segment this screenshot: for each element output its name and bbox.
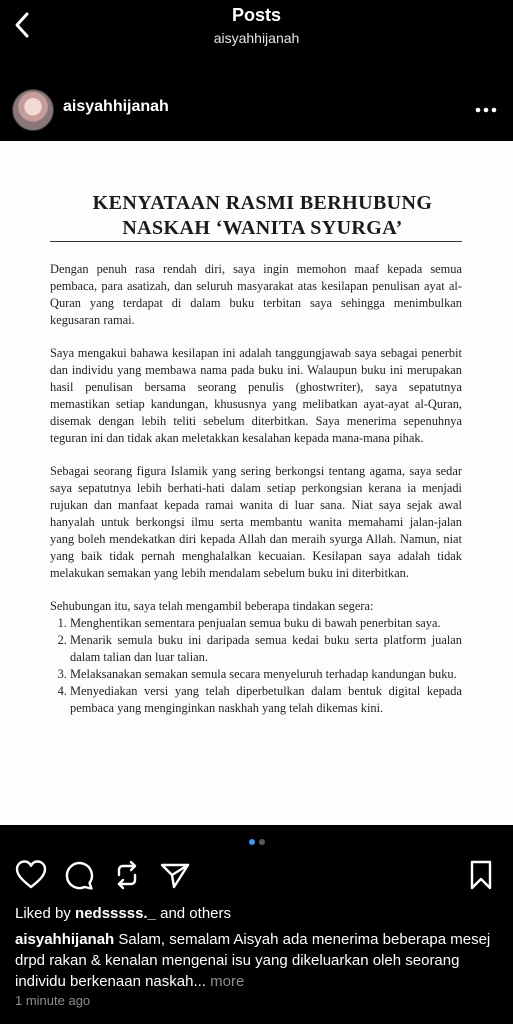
bookmark-icon	[464, 858, 498, 892]
post-image[interactable]	[0, 141, 513, 825]
document-title-line-1: KENYATAAN RASMI BERHUBUNG	[92, 192, 433, 214]
share-icon	[158, 858, 192, 892]
document-paragraph-1: Dengan penuh rasa rendah diri, saya ingin memohon maaf kepada semua pembaca, para asatizah, dan seluruh masyarakat atas kesilapan penulisan ayat al-Quran yang terdapat di dalam buku terbitan saya sehingga menimbulkan kegusaran ramai.	[50, 262, 462, 327]
repost-icon	[110, 858, 144, 892]
post-username[interactable]: aisyahhijanah	[63, 98, 169, 115]
caption-username[interactable]: aisyahhijanah	[15, 931, 115, 948]
likes-user[interactable]: nedsssss._	[75, 905, 156, 922]
carousel-dot	[259, 839, 265, 845]
carousel-dot-active	[249, 839, 255, 845]
more-options-icon	[473, 100, 499, 120]
avatar[interactable]	[12, 89, 54, 131]
post-header	[0, 86, 513, 134]
like-button[interactable]	[14, 858, 48, 892]
document-paragraph-2: Saya mengakui bahawa kesilapan ini adalah tanggungjawab saya sebagai penerbit dan individu yang membawa nama pada buku ini. Walaupun buku ini merupakan hasil penulisan bersama seorang penulis (ghostwriter), saya sepatutnya memastikan setiap kandungan, khususnya yang melibatkan ayat-ayat al-Quran, disemak dengan lebih teliti sebelum diterbitkan. Saya menerima sepenuhnya teguran ini dan tidak akan meletakkan kesalahan kepada mana-mana pihak.	[50, 346, 462, 445]
share-button[interactable]	[158, 858, 192, 892]
post-timestamp: 1 minute ago	[15, 993, 91, 1008]
comment-button[interactable]	[62, 858, 96, 892]
likes-prefix: Liked by	[15, 905, 71, 922]
document-list-intro: Sehubungan itu, saya telah mengambil beberapa tindakan segera:	[50, 599, 374, 613]
more-options-button[interactable]	[473, 100, 499, 120]
document-list-item-1: 1. Menghentikan sementara penjualan semua buku di bawah penerbitan saya.	[70, 615, 462, 632]
document-body	[50, 261, 462, 717]
heart-icon	[14, 858, 48, 892]
title-divider	[50, 241, 462, 242]
document-action-list	[50, 615, 462, 717]
document-list-item-4: 4. Menyediakan versi yang telah diperbetulkan dalam bentuk digital kepada pembaca yang menginginkan naskhah yang telah dikemas kini.	[70, 683, 462, 717]
top-bar	[0, 0, 513, 56]
post-caption	[15, 929, 500, 992]
document-list-item-3: 3. Melaksanakan semakan semula secara menyeluruh terhadap kandungan buku.	[70, 666, 462, 683]
repost-button[interactable]	[110, 858, 144, 892]
comment-icon	[62, 858, 96, 892]
caption-more-link[interactable]: more	[210, 973, 245, 990]
document-title	[40, 191, 485, 241]
page-title: Posts	[231, 5, 282, 25]
page-subtitle[interactable]: aisyahhijanah	[213, 30, 300, 46]
document-title-line-2: NASKAH ‘WANITA SYURGA’	[122, 217, 403, 239]
document-list-item-2: 2. Menarik semula buku ini daripada semua kedai buku serta platform jualan dalam talian dan luar talian.	[70, 632, 462, 666]
likes-suffix[interactable]: and others	[160, 905, 231, 922]
post-actions	[0, 858, 513, 894]
likes-summary[interactable]	[15, 905, 231, 922]
bookmark-button[interactable]	[464, 858, 498, 892]
carousel-indicator	[0, 839, 513, 845]
document-paragraph-3: Sebagai seorang figura Islamik yang sering berkongsi tentang agama, saya sedar saya sepatutnya lebih berhati-hati dalam setiap perkongsian kerana ia menjadi rujukan dan manfaat kepada ramai wanita di luar sana. Niat saya sejak awal hanyalah untuk berkongsi ilmu serta membantu wanita memahami jalan-jalan yang boleh mendekatkan diri kepada Allah dan meraih syurga Allah. Namun, niat yang baik tidak pernah menghalalkan kecuaian. Kesilapan saya adalah tidak melakukan semakan yang lebih mendalam sebelum buku ini diterbitkan.	[50, 464, 462, 580]
caption-text: Salam, semalam Aisyah ada menerima beberapa mesej drpd rakan & kenalan mengenai isu yang dikeluarkan oleh seorang individu berkenaan naskah...	[15, 931, 491, 990]
